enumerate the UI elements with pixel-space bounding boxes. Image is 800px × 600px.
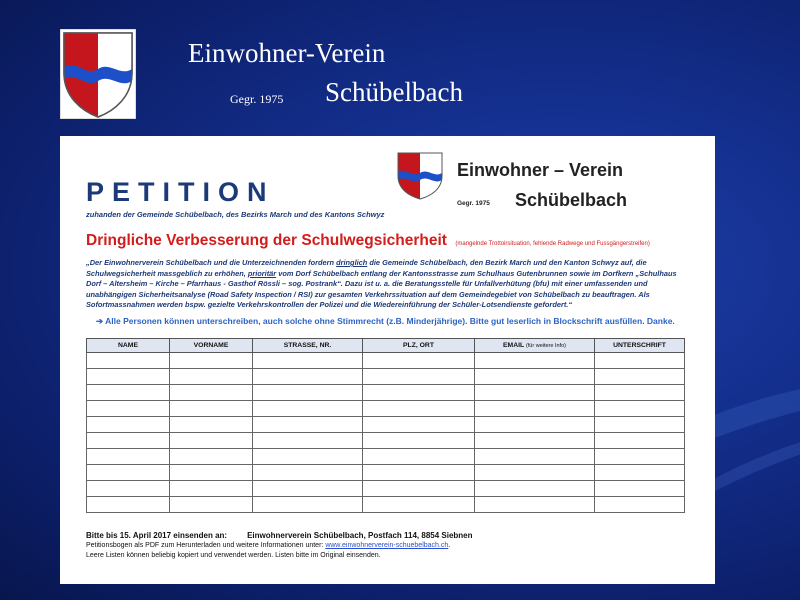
org-founded: Gegr. 1975 bbox=[457, 200, 490, 207]
email-note: (für weitere Info) bbox=[525, 343, 566, 349]
column-header-vorname: VORNAME bbox=[170, 339, 253, 353]
column-header-plz-ort: PLZ, ORT bbox=[363, 339, 475, 353]
signature-cell[interactable] bbox=[87, 481, 170, 497]
signature-cell[interactable] bbox=[475, 401, 595, 417]
signature-cell[interactable] bbox=[253, 385, 363, 401]
table-row bbox=[87, 481, 685, 497]
signature-cell[interactable] bbox=[170, 497, 253, 513]
signature-cell[interactable] bbox=[253, 369, 363, 385]
signing-note: ➔ Alle Personen können unterschreiben, auch solche ohne Stimmrecht (z.B. Minderjährige). Bitte gut leserlich in Blockschrift ausfüllen. Danke. bbox=[96, 316, 675, 326]
signature-cell[interactable] bbox=[170, 417, 253, 433]
signature-cell[interactable] bbox=[595, 401, 685, 417]
signature-table bbox=[86, 338, 685, 513]
table-row bbox=[87, 417, 685, 433]
signature-cell[interactable] bbox=[595, 353, 685, 369]
signature-cell[interactable] bbox=[253, 497, 363, 513]
headline-text: Dringliche Verbesserung der Schulwegsicherheit bbox=[86, 232, 447, 249]
signature-cell[interactable] bbox=[170, 369, 253, 385]
table-row bbox=[87, 353, 685, 369]
signature-cell[interactable] bbox=[253, 433, 363, 449]
signature-cell[interactable] bbox=[170, 433, 253, 449]
signature-cell[interactable] bbox=[170, 481, 253, 497]
signature-cell[interactable] bbox=[475, 497, 595, 513]
org-name: Einwohner – Verein bbox=[457, 160, 624, 180]
column-header-strasse: STRASSE, NR. bbox=[253, 339, 363, 353]
petition-addressee: zuhanden der Gemeinde Schübelbach, des Bezirks March und des Kantons Schwyz bbox=[86, 210, 385, 219]
signature-cell[interactable] bbox=[253, 465, 363, 481]
signature-cell[interactable] bbox=[363, 353, 475, 369]
signature-cell[interactable] bbox=[87, 465, 170, 481]
signature-cell[interactable] bbox=[475, 353, 595, 369]
column-header-name: NAME bbox=[87, 339, 170, 353]
signature-cell[interactable] bbox=[475, 385, 595, 401]
table-row bbox=[87, 449, 685, 465]
signature-cell[interactable] bbox=[595, 369, 685, 385]
emphasis-dringlich: dringlich bbox=[336, 258, 368, 267]
headline-note: (mangelnde Trottoirsituation, fehlende Radwege und Fussgängerstreifen) bbox=[455, 241, 650, 247]
table-row bbox=[87, 433, 685, 449]
signature-cell[interactable] bbox=[170, 353, 253, 369]
signature-cell[interactable] bbox=[595, 481, 685, 497]
signature-cell[interactable] bbox=[363, 369, 475, 385]
signature-cell[interactable] bbox=[87, 417, 170, 433]
signature-cell[interactable] bbox=[475, 433, 595, 449]
table-row bbox=[87, 369, 685, 385]
signature-cell[interactable] bbox=[595, 417, 685, 433]
signature-cell[interactable] bbox=[87, 353, 170, 369]
coat-of-arms-icon bbox=[395, 150, 445, 200]
signature-cell[interactable] bbox=[595, 497, 685, 513]
petition-text: „Der Einwohnerverein Schübelbach und die Unterzeichnenden fordern dringlich die Gemeinde Schübelbach, den Bezirk March und den Kanton Schwyz auf, die Schulwegsicherheit massgeblich zu erhöhen, prioritär vom Dorf Schübelbach entlang der Kantonsstrasse zum Schulhaus Gutenbrunnen sowie im Dorfkern „Schulhaus Dorf – Altersheim – Kirche – Pfarrhaus - Gasthof Rössli – sog. Postrank“. Dazu ist u. a. die Beratungsstelle für Unfallverhütung (bfu) mit einer umfassenden und unabhängigen Sicherheitsanalyse (Road Safety Inspection / RSI) zur gesamten Verkehrssituation auf dem Gemeindegebiet von Schübelbach zu beauftragen. Als Sofortmassnahmen werden bspw. gezielte Verkehrskontrollen der Polizei und die Wiedereinführung der Schüler-Lotsendienste gefordert.“ bbox=[86, 258, 677, 310]
petition-document bbox=[60, 136, 715, 584]
signature-cell[interactable] bbox=[363, 449, 475, 465]
signature-cell[interactable] bbox=[170, 385, 253, 401]
petition-heading: PETITION bbox=[86, 177, 275, 207]
signature-cell[interactable] bbox=[363, 497, 475, 513]
signature-cell[interactable] bbox=[87, 401, 170, 417]
signature-cell[interactable] bbox=[595, 465, 685, 481]
footer-copy-note: Leere Listen können beliebig kopiert und verwendet werden. Listen bitte im Original einsenden. bbox=[86, 552, 381, 559]
signature-cell[interactable] bbox=[475, 449, 595, 465]
signature-cell[interactable] bbox=[475, 481, 595, 497]
slide-title: Einwohner-Verein bbox=[188, 38, 386, 68]
coat-of-arms-icon bbox=[60, 29, 136, 119]
website-link[interactable]: www.einwohnerverein-schuebelbach.ch bbox=[325, 542, 449, 549]
signature-cell[interactable] bbox=[87, 497, 170, 513]
signature-cell[interactable] bbox=[363, 401, 475, 417]
signature-cell[interactable] bbox=[253, 353, 363, 369]
signature-cell[interactable] bbox=[170, 465, 253, 481]
signature-cell[interactable] bbox=[595, 433, 685, 449]
signature-cell[interactable] bbox=[87, 369, 170, 385]
signature-cell[interactable] bbox=[475, 465, 595, 481]
signature-cell[interactable] bbox=[170, 449, 253, 465]
petition-headline bbox=[86, 232, 650, 250]
slide-place: Schübelbach bbox=[325, 77, 463, 107]
signature-cell[interactable] bbox=[253, 481, 363, 497]
signature-cell[interactable] bbox=[87, 449, 170, 465]
signature-cell[interactable] bbox=[363, 385, 475, 401]
signature-cell[interactable] bbox=[363, 417, 475, 433]
signature-cell[interactable] bbox=[253, 401, 363, 417]
table-row bbox=[87, 465, 685, 481]
signature-cell[interactable] bbox=[595, 449, 685, 465]
emphasis-prioritaer: prioritär bbox=[247, 268, 277, 278]
table-header-row bbox=[87, 339, 685, 353]
signature-cell[interactable] bbox=[363, 465, 475, 481]
column-header-unterschrift: UNTERSCHRIFT bbox=[595, 339, 685, 353]
signature-cell[interactable] bbox=[170, 401, 253, 417]
footer-address: Einwohnerverein Schübelbach, Postfach 114, 8854 Siebnen bbox=[247, 531, 473, 540]
signature-cell[interactable] bbox=[595, 385, 685, 401]
signature-cell[interactable] bbox=[253, 449, 363, 465]
signature-cell[interactable] bbox=[363, 481, 475, 497]
footer-deadline: Bitte bis 15. April 2017 einsenden an: bbox=[86, 531, 228, 540]
table-row bbox=[87, 497, 685, 513]
table-row bbox=[87, 385, 685, 401]
signature-cell[interactable] bbox=[87, 385, 170, 401]
slide-founded: Gegr. 1975 bbox=[230, 92, 284, 106]
footer-deadline-line bbox=[86, 531, 473, 540]
signature-cell[interactable] bbox=[475, 369, 595, 385]
org-place: Schübelbach bbox=[515, 190, 628, 210]
signature-cell[interactable] bbox=[253, 417, 363, 433]
footer-pdf-line: Petitionsbogen als PDF zum Herunterladen und weitere Informationen unter: www.einwohnerverein-schuebelbach.ch. bbox=[86, 542, 451, 549]
signature-cell[interactable] bbox=[87, 433, 170, 449]
signature-cell[interactable] bbox=[363, 433, 475, 449]
table-row bbox=[87, 401, 685, 417]
signature-cell[interactable] bbox=[475, 417, 595, 433]
column-header-email: EMAIL (für weitere Info) bbox=[475, 339, 595, 353]
